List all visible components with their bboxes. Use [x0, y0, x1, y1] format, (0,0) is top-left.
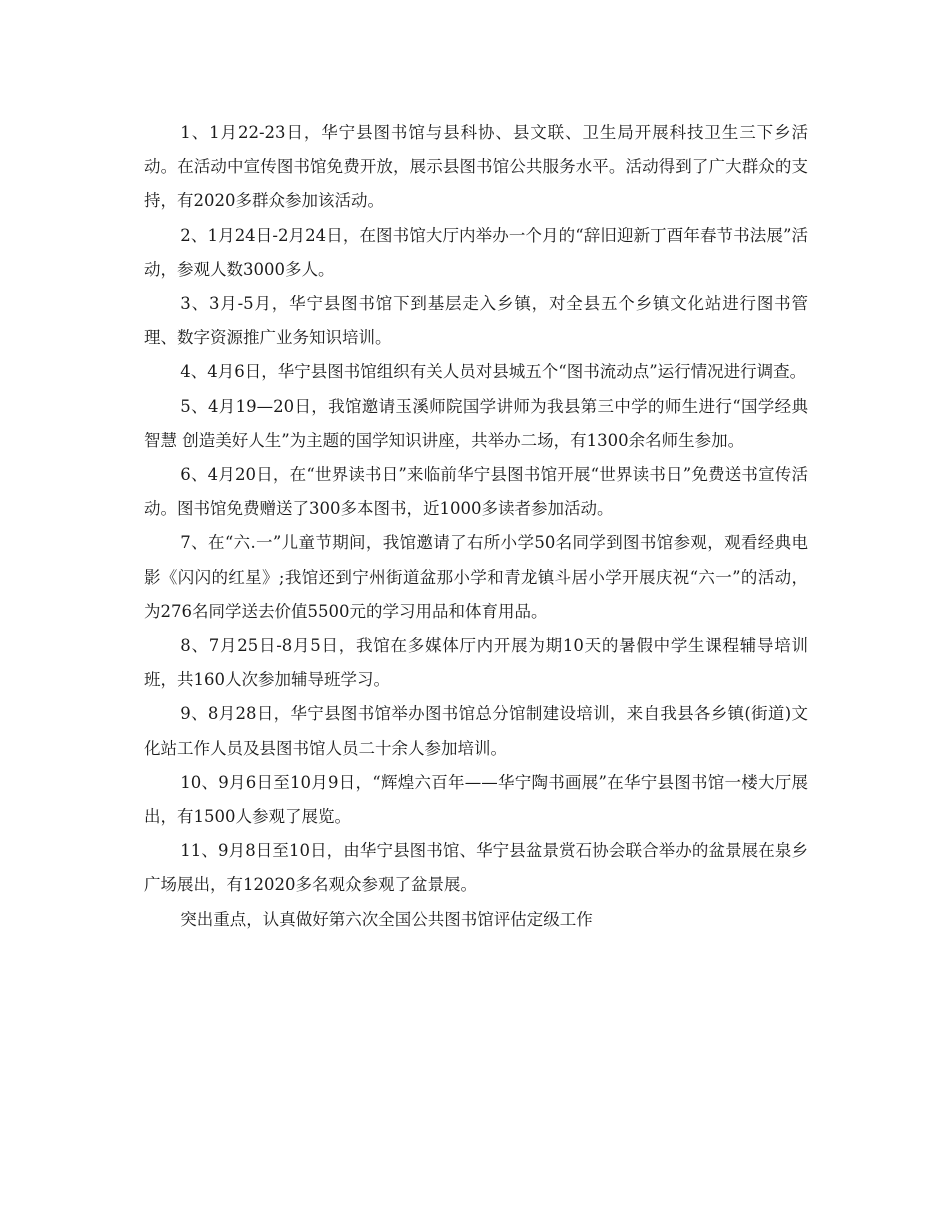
paragraph-8: 8、7月25日-8月5日，我馆在多媒体厅内开展为期10天的暑假中学生课程辅导培训班，共160人次参加辅导班学习。	[144, 636, 808, 690]
paragraph-9: 9、8月28日，华宁县图书馆举办图书馆总分馆制建设培训，来自我县各乡镇(街道)文化站工作人员及县图书馆人员二十余人参加培训。	[144, 704, 808, 758]
paragraph-2: 2、1月24日-2月24日，在图书馆大厅内举办一个月的“辞旧迎新丁酉年春节书法展”活动，参观人数3000多人。	[144, 225, 808, 279]
paragraph-7: 7、在“六.一”儿童节期间，我馆邀请了右所小学50名同学到图书馆参观，观看经典电影《闪闪的红星》;我馆还到宁州街道盆那小学和青龙镇斗居小学开展庆祝“六一”的活动，为276名同学送去价值5500元的学习用品和体育用品。	[144, 533, 808, 621]
paragraph-5: 5、4月19—20日，我馆邀请玉溪师院国学讲师为我县第三中学的师生进行“国学经典智慧 创造美好人生”为主题的国学知识讲座，共举办二场，有1300余名师生参加。	[144, 396, 808, 450]
paragraph-10: 10、9月6日至10月9日，“辉煌六百年——华宁陶书画展”在华宁县图书馆一楼大厅展出，有1500人参观了展览。	[144, 772, 808, 827]
section-heading: 突出重点，认真做好第六次全国公共图书馆评估定级工作	[180, 909, 593, 929]
paragraph-11: 11、9月8日至10日，由华宁县图书馆、华宁县盆景赏石协会联合举办的盆景展在泉乡广场展出，有12020多名观众参观了盆景展。	[144, 841, 808, 895]
paragraph-6: 6、4月20日，在“世界读书日”来临前华宁县图书馆开展“世界读书日”免费送书宣传活动。图书馆免费赠送了300多本图书，近1000多读者参加活动。	[144, 465, 808, 519]
document-body	[144, 116, 808, 937]
paragraph-1: 1、1月22-23日，华宁县图书馆与县科协、县文联、卫生局开展科技卫生三下乡活动。在活动中宣传图书馆免费开放，展示县图书馆公共服务水平。活动得到了广大群众的支持，有2020多群众参加该活动。	[144, 123, 808, 211]
paragraph-3: 3、3月-5月，华宁县图书馆下到基层走入乡镇，对全县五个乡镇文化站进行图书管理、数字资源推广业务知识培训。	[144, 294, 808, 348]
paragraph-4: 4、4月6日，华宁县图书馆组织有关人员对县城五个“图书流动点”运行情况进行调查。	[180, 362, 807, 382]
